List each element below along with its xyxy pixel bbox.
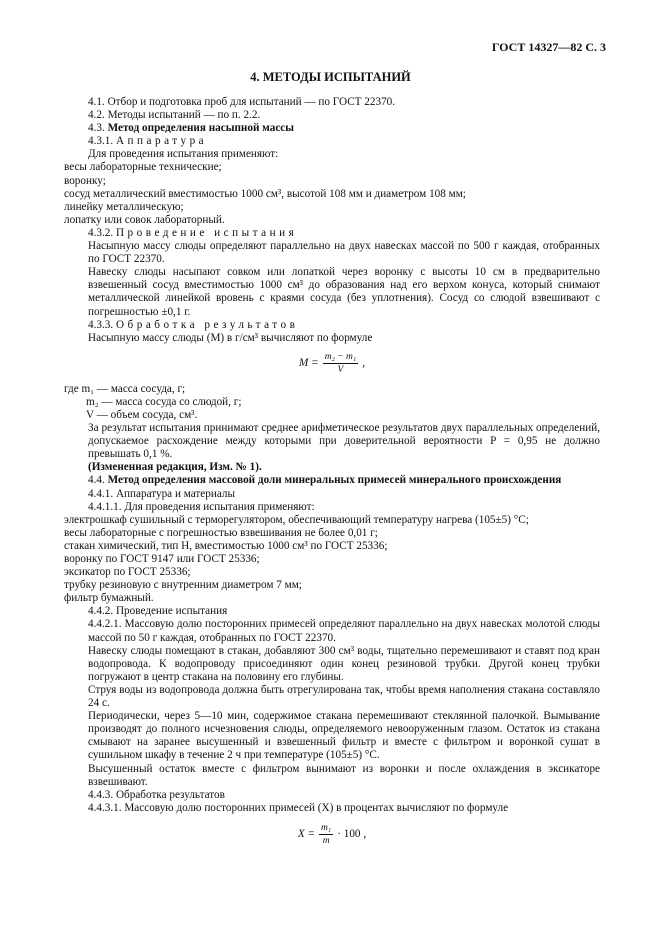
- formula-impurities: [64, 815, 600, 855]
- para-4-3-2-text-2: Навеску слюды насыпают совком или лопаткой через воронку с высоты 10 см в предварительно взвешенный сосуд вместимостью 1000 см³ до образования над его верхом конуса, который снимают металлической линейкой вровень с краями сосуда (без уплотнения). Сосуд со слюдой взвешивают с погрешностью ±0,1 г.: [88, 266, 600, 318]
- para-4-4: [64, 474, 600, 487]
- page-header: ГОСТ 14327—82 С. 3: [491, 40, 606, 54]
- equipment-item: линейку металлическую;: [64, 200, 184, 213]
- amendment-text: (Измененная редакция, Изм. № 1).: [88, 461, 262, 474]
- formula-fraction: [319, 823, 333, 846]
- equipment-item: сосуд металлический вместимостью 1000 см³, высотой 108 мм и диаметром 108 мм;: [64, 187, 466, 200]
- para-4-4-2: 4.4.2. Проведение испытания: [88, 605, 228, 618]
- para-4-4-number: 4.4.: [88, 474, 105, 487]
- para-4-4-3-1: 4.4.3.1. Массовую долю посторонних примесей (X) в процентах вычисляют по формуле: [88, 801, 509, 814]
- document-body: [64, 96, 600, 855]
- para-4-3-3-number: 4.3.3.: [88, 318, 114, 331]
- para-4-3-1-intro: Для проведения испытания применяют:: [88, 148, 279, 161]
- formula-numerator: m₁: [321, 823, 332, 834]
- material-item: стакан химический, тип Н, вместимостью 1000 см³ по ГОСТ 25336;: [64, 539, 388, 552]
- para-4-3: [64, 122, 600, 135]
- para-4-4-2-1: 4.4.2.1. Массовую долю посторонних примесей определяют параллельно на двух навесках молотой слюды массой по 50 г каждая, отобранных по ГОСТ 22370.: [88, 618, 600, 644]
- where-line: [64, 409, 600, 422]
- where-text: — масса сосуда, г;: [96, 382, 186, 395]
- para-4-2: 4.2. Методы испытаний — по п. 2.2.: [88, 109, 261, 122]
- para-4-3-2-heading: Проведение испытания: [115, 226, 298, 239]
- para-4-3-3-text-2: За результат испытания принимают среднее арифметическое результатов двух параллельных определений, допускаемое расхождение между которыми при доверительной вероятности P = 0,95 не должно превышать 0,1 %.: [88, 422, 600, 461]
- formula-tail: · 100 ,: [337, 828, 367, 841]
- para-4-3-1-number: 4.3.1.: [88, 135, 114, 148]
- where-line: [64, 383, 600, 396]
- para-4-3-2: [64, 227, 600, 240]
- formula-tail: ,: [362, 357, 365, 370]
- para-4-3-3: [64, 319, 600, 332]
- material-item: трубку резиновую с внутренним диаметром 7 мм;: [64, 579, 302, 592]
- para-4-3-heading: Метод определения насыпной массы: [107, 122, 294, 135]
- where-text: — масса сосуда со слюдой, г;: [101, 395, 242, 408]
- para-4-4-2-1-text-4: Периодически, через 5—10 мин, содержимое стакана перемешивают стеклянной палочкой. Вымывание производят до полного исчезновения слюды, определяемого невооруженным глазом. Остаток из стакана смывают на заранее высушенный и взвешенный фильтр и вместе с фильтром и воронкой сушат в сушильном шкафу в течение 2 ч при температуре (105±5) °С.: [88, 710, 600, 762]
- material-item: электрошкаф сушильный с терморегулятором, обеспечивающий температуру нагрева (105±5) °С;: [64, 513, 529, 526]
- equipment-item: весы лабораторные технические;: [64, 161, 222, 174]
- para-4-4-2-1-text-2: Навеску слюды помещают в стакан, добавляют 300 см³ воды, тщательно перемешивают и ставят под кран водопровода. К водопроводу присоединяют один конец резиновой трубки. Другой конец трубки погружают в центр стакана на половину его глубины.: [88, 644, 600, 683]
- amendment-note: [64, 461, 600, 474]
- para-4-3-1: [64, 135, 600, 148]
- para-4-3-number: 4.3.: [88, 122, 105, 135]
- formula-denominator: V: [337, 365, 344, 376]
- para-4-3-2-number: 4.3.2.: [88, 226, 114, 239]
- formula-lhs: X =: [297, 828, 316, 841]
- equipment-item: воронку;: [64, 174, 106, 187]
- material-item: фильтр бумажный.: [64, 592, 154, 605]
- para-4-4-2-1-text-5: Высушенный остаток вместе с фильтром вынимают из воронки и после охлаждения в эксикаторе взвешивают.: [88, 762, 600, 788]
- material-item: воронку по ГОСТ 9147 или ГОСТ 25336;: [64, 553, 260, 565]
- formula-numerator: m₂ − m₁: [324, 352, 357, 363]
- para-4-1: 4.1. Отбор и подготовка проб для испытаний — по ГОСТ 22370.: [88, 96, 396, 108]
- formula-bulk-mass: [64, 345, 600, 383]
- para-4-3-3-heading: Обработка результатов: [115, 318, 299, 331]
- para-4-4-1: 4.4.1. Аппаратура и материалы: [88, 487, 236, 500]
- para-4-4-1-1: 4.4.1.1. Для проведения испытания применяют:: [88, 500, 315, 513]
- para-4-4-3: 4.4.3. Обработка результатов: [88, 788, 225, 801]
- where-symbol: m₂: [86, 395, 99, 408]
- where-symbol: где m₁: [64, 382, 95, 395]
- section-title: 4. МЕТОДЫ ИСПЫТАНИЙ: [250, 70, 411, 84]
- where-line: [64, 396, 600, 409]
- para-4-3-3-text-1: Насыпную массу слюды (M) в г/см³ вычисляют по формуле: [88, 331, 373, 344]
- para-4-4-heading: Метод определения массовой доли минеральных примесей минерального происхождения: [107, 474, 562, 487]
- para-4-3-1-heading: Аппаратура: [115, 135, 208, 148]
- para-4-3-2-text-1: Насыпную массу слюды определяют параллельно на двух навесках массой по 500 г каждая, отобранных по ГОСТ 22370.: [88, 240, 600, 266]
- where-text: — объем сосуда, см³.: [96, 408, 198, 421]
- material-item: эксикатор по ГОСТ 25336;: [64, 566, 191, 579]
- para-4-4-2-1-text-3: Струя воды из водопровода должна быть отрегулирована так, чтобы время наполнения стакана составляло 24 с.: [88, 683, 600, 710]
- where-symbol: V: [86, 408, 94, 421]
- material-item: весы лабораторные с погрешностью взвешивания не более 0,01 г;: [64, 526, 378, 539]
- equipment-item: лопатку или совок лабораторный.: [64, 213, 225, 226]
- formula-lhs: M =: [299, 357, 319, 370]
- formula-denominator: m: [322, 836, 330, 847]
- formula-fraction: [323, 352, 359, 375]
